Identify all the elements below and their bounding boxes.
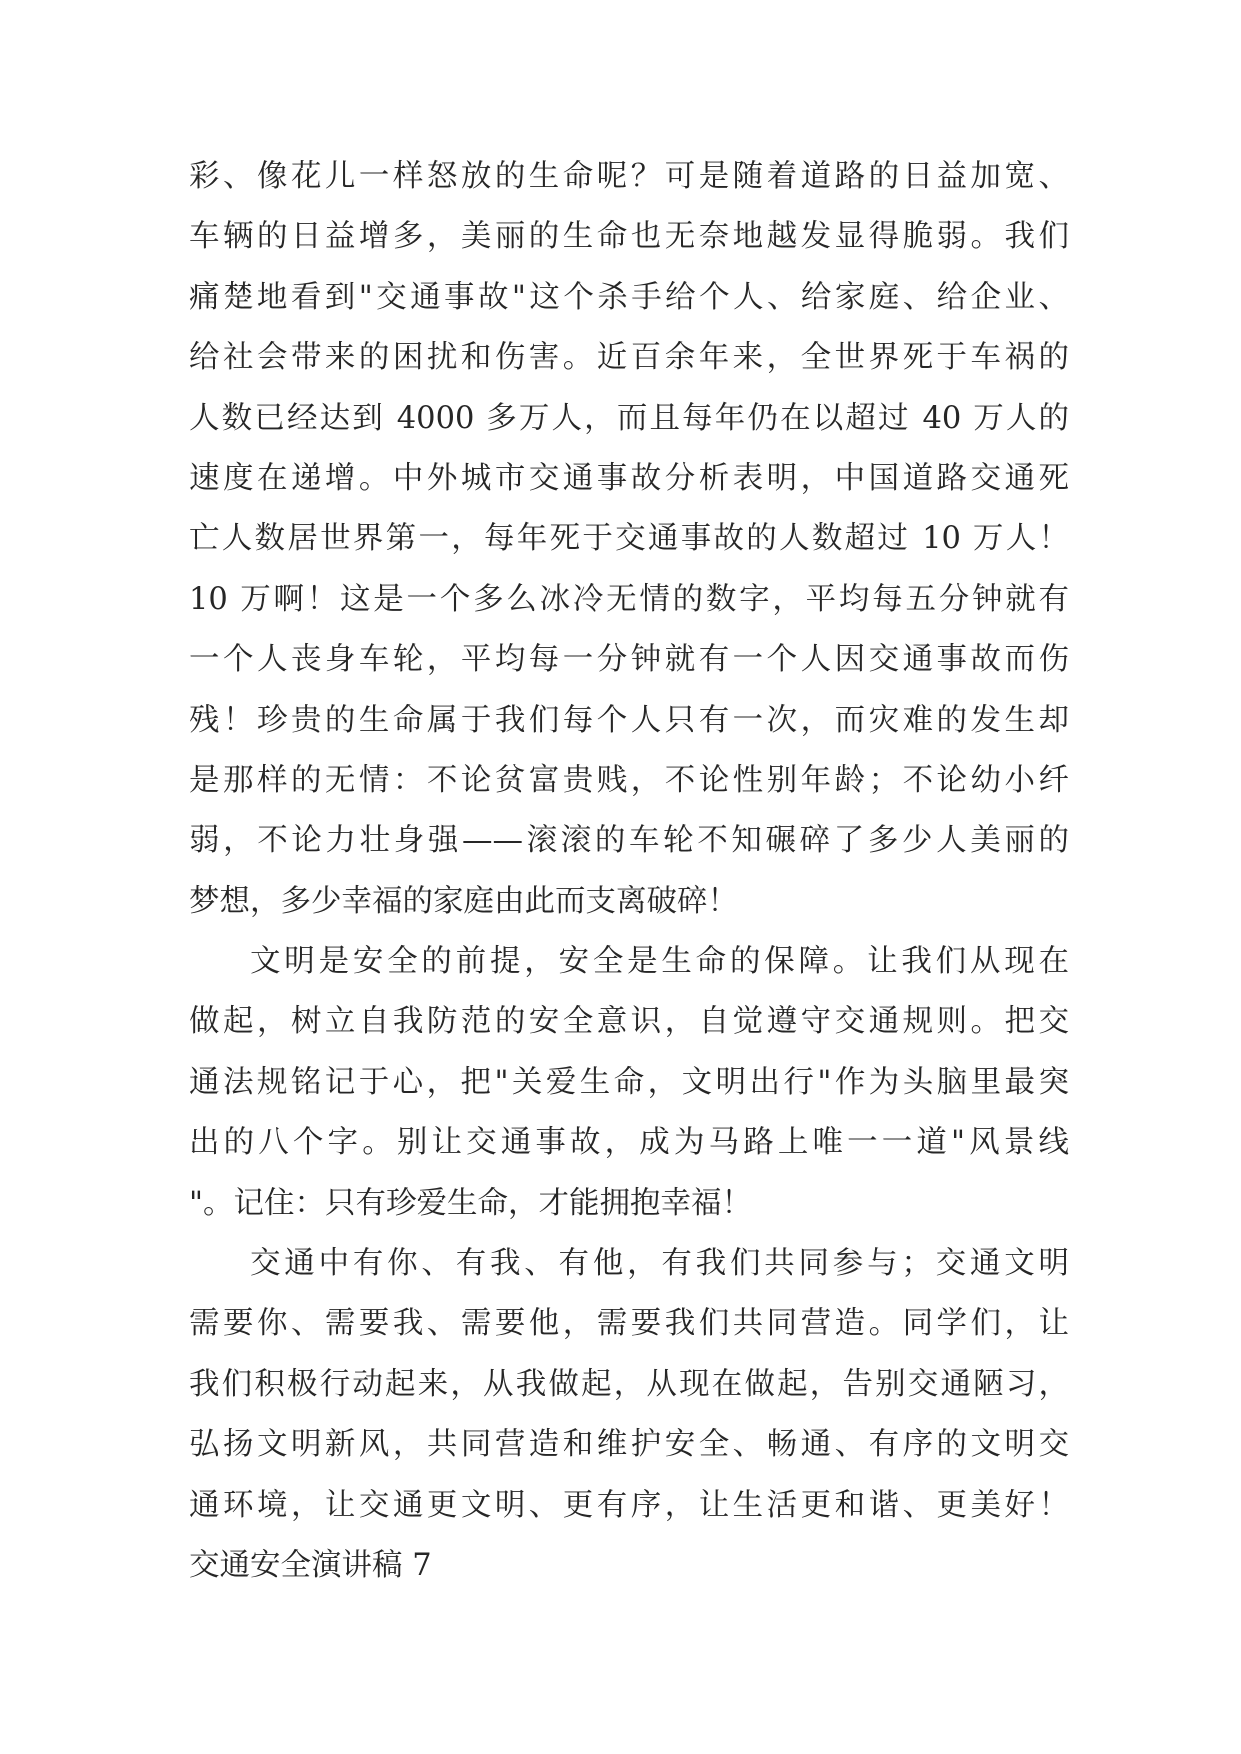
text-line: 残！珍贵的生命属于我们每个人只有一次，而灾难的发生却 xyxy=(189,702,1069,738)
text-line: 10 万啊！这是一个多么冰冷无情的数字，平均每五分钟就有 xyxy=(189,581,1069,617)
text-line: "。记住：只有珍爱生命，才能拥抱幸福！ xyxy=(189,1185,753,1221)
text-line: 做起，树立自我防范的安全意识，自觉遵守交通规则。把交 xyxy=(189,1004,1069,1040)
text-line: 给社会带来的困扰和伤害。近百余年来，全世界死于车祸的 xyxy=(189,340,1069,376)
text-line: 彩、像花儿一样怒放的生命呢？可是随着道路的日益加宽、 xyxy=(189,159,1069,194)
text-line: 车辆的日益增多，美丽的生命也无奈地越发显得脆弱。我们 xyxy=(189,219,1069,255)
text-line: 我们积极行动起来，从我做起，从现在做起，告别交通陋习， xyxy=(189,1366,1069,1402)
text-line: 一个人丧身车轮，平均每一分钟就有一个人因交通事故而伤 xyxy=(189,642,1069,678)
text-line: 通法规铭记于心，把"关爱生命，文明出行"作为头脑里最突 xyxy=(189,1064,1069,1100)
text-line: 需要你、需要我、需要他，需要我们共同营造。同学们，让 xyxy=(189,1306,1069,1342)
text-line: 弘扬文明新风，共同营造和维护安全、畅通、有序的文明交 xyxy=(189,1427,1069,1463)
text-line: 是那样的无情：不论贫富贵贱，不论性别年龄；不论幼小纤 xyxy=(189,762,1069,798)
text-line: 出的八个字。别让交通事故，成为马路上唯一一道"风景线 xyxy=(189,1125,1069,1161)
speech-text xyxy=(189,147,1069,1596)
text-line: 通环境，让交通更文明、更有序，让生活更和谐、更美好！ xyxy=(189,1487,1069,1523)
text-line: 梦想，多少幸福的家庭由此而支离破碎！ xyxy=(189,883,738,919)
text-line: 弱，不论力壮身强——滚滚的车轮不知碾碎了多少人美丽的 xyxy=(189,823,1069,859)
text-line: 痛楚地看到"交通事故"这个杀手给个人、给家庭、给企业、 xyxy=(189,279,1069,315)
text-line: 亡人数居世界第一，每年死于交通事故的人数超过 10 万人！ xyxy=(189,521,1069,557)
paragraph-start-line: 交通中有你、有我、有他，有我们共同参与；交通文明 xyxy=(250,1246,1069,1282)
text-line: 人数已经达到 4000 多万人，而且每年仍在以超过 40 万人的 xyxy=(189,400,1069,436)
paragraph-start-line: 文明是安全的前提，安全是生命的保障。让我们从现在 xyxy=(250,944,1069,980)
section-heading: 交通安全演讲稿 7 xyxy=(189,1547,432,1583)
text-line: 速度在递增。中外城市交通事故分析表明，中国道路交通死 xyxy=(189,460,1069,496)
